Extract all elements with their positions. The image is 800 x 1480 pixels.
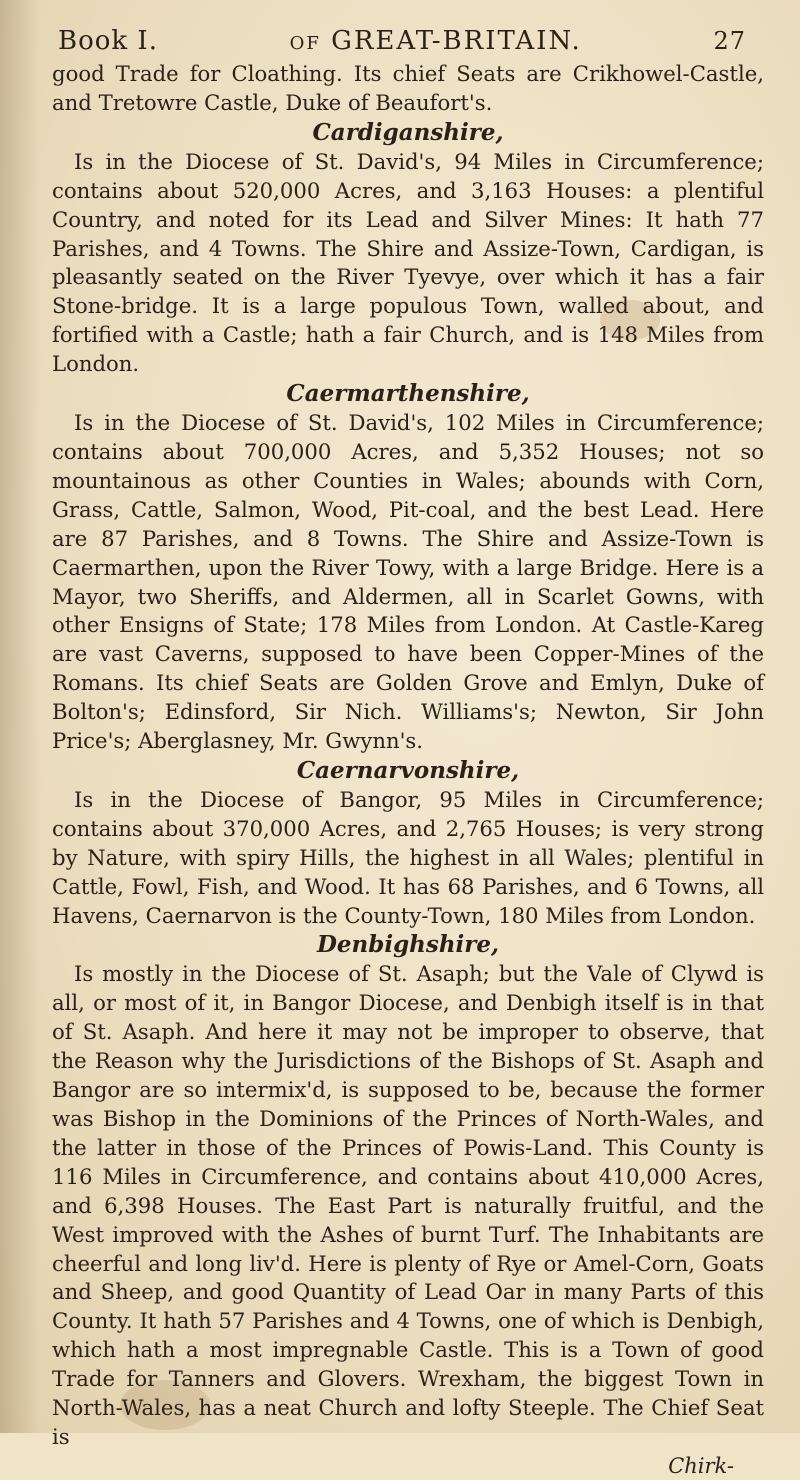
county-heading-cardigan: Cardiganshire, (312, 118, 504, 146)
county-text-caernarvon: Is in the Diocese of Bangor, 95 Miles in Circumference; contains about 370,000 Acres, and 2,765 Houses; is very strong by Nature, with spiry Hills, the highest in all Wales; plentiful in Cattle, Fowl, Fish, and Wood. It has 68 Parishes, and 6 Towns, all Havens, Caernarvon is the County-Town, 180 Miles from London. (52, 786, 764, 928)
intro-paragraph: good Trade for Cloathing. Its chief Seats are Crikhowel-Castle, and Tretowre Castle, Duke of Beaufort's. (52, 61, 764, 115)
county-text-denbigh: Is mostly in the Diocese of St. Asaph; but the Vale of Clywd is all, or most of it, in Bangor Diocese, and Denbigh itself is in that of St. Asaph. And here it may not be improper to observe, that the Reason why the Jurisdictions of the Bishops of St. Asaph and Bangor are so intermix'd, is supposed to be, because the former was Bishop in the Dominions of the Princes of North-Wales, and the latter in those of the Princes of Powis-Land. This County is 116 Miles in Circumference, and contains about 410,000 Acres, and 6,398 Houses. The East Part is naturally fruitful, and the West improved with the Ashes of burnt Turf. The Inhabitants are cheerful and long liv'd. Here is plenty of Rye or Amel-Corn, Goats and Sheep, and good Quantity of Lead Oar in many Parts of this County. It hath 57 Parishes and 4 Towns, one of which is Denbigh, which hath a most impregnable Castle. This is a Town of good Trade for Tanners and Glovers. Wrexham, the biggest Town in North-Wales, has a neat Church and lofty Steeple. The Chief Seat is (52, 961, 764, 1449)
page-number: 27 (713, 27, 746, 55)
running-title: of GREAT-BRITAIN. (289, 26, 582, 56)
county-text-cardigan: Is in the Diocese of St. David's, 94 Miles in Circumference; contains about 520,000 Acres, and 3,163 Houses: a plentiful Country, and noted for its Lead and Silver Mines: It hath 77 Parishes, and 4 Towns. The Shire and Assize-Town, Cardigan, is pleasantly seated on the River Tyevye, over which it has a fair Stone-bridge. It is a large populous Town, walled about, and fortified with a Castle; hath a fair Church, and is 148 Miles from London. (52, 148, 764, 377)
county-heading-caermarthen: Caermarthenshire, (286, 380, 530, 408)
catchword: Chirk- (668, 1453, 734, 1478)
book-number: Book I. (58, 26, 158, 56)
county-text-caermarthen: Is in the Diocese of St. David's, 102 Miles in Circumference; contains about 700,000 Acres, and 5,352 Houses; not so mountainous as other Counties in Wales; abounds with Corn, Grass, Cattle, Salmon, Wood, Pit-coal, and the best Lead. Here are 87 Parishes, and 8 Towns. The Shire and Assize-Town is Caermarthen, upon the River Towy, with a large Bridge. Here is a Mayor, two Sheriffs, and Aldermen, all in Scarlet Gowns, with other Ensigns of State; 178 Miles from London. At Castle-Kareg are vast Caverns, supposed to have been Copper-Mines of the Romans. Its chief Seats are Golden Grove and Emlyn, Duke of Bolton's; Edinsford, Sir Nich. Williams's; Newton, Sir John Price's; Aberglasney, Mr. Gwynn's. (52, 410, 764, 754)
county-heading-denbigh: Denbighshire, (316, 931, 500, 959)
running-head (58, 26, 764, 56)
county-heading-caernarvon: Caernarvonshire, (296, 756, 520, 784)
page-content (52, 26, 764, 1480)
gutter-shadow (0, 0, 40, 1433)
